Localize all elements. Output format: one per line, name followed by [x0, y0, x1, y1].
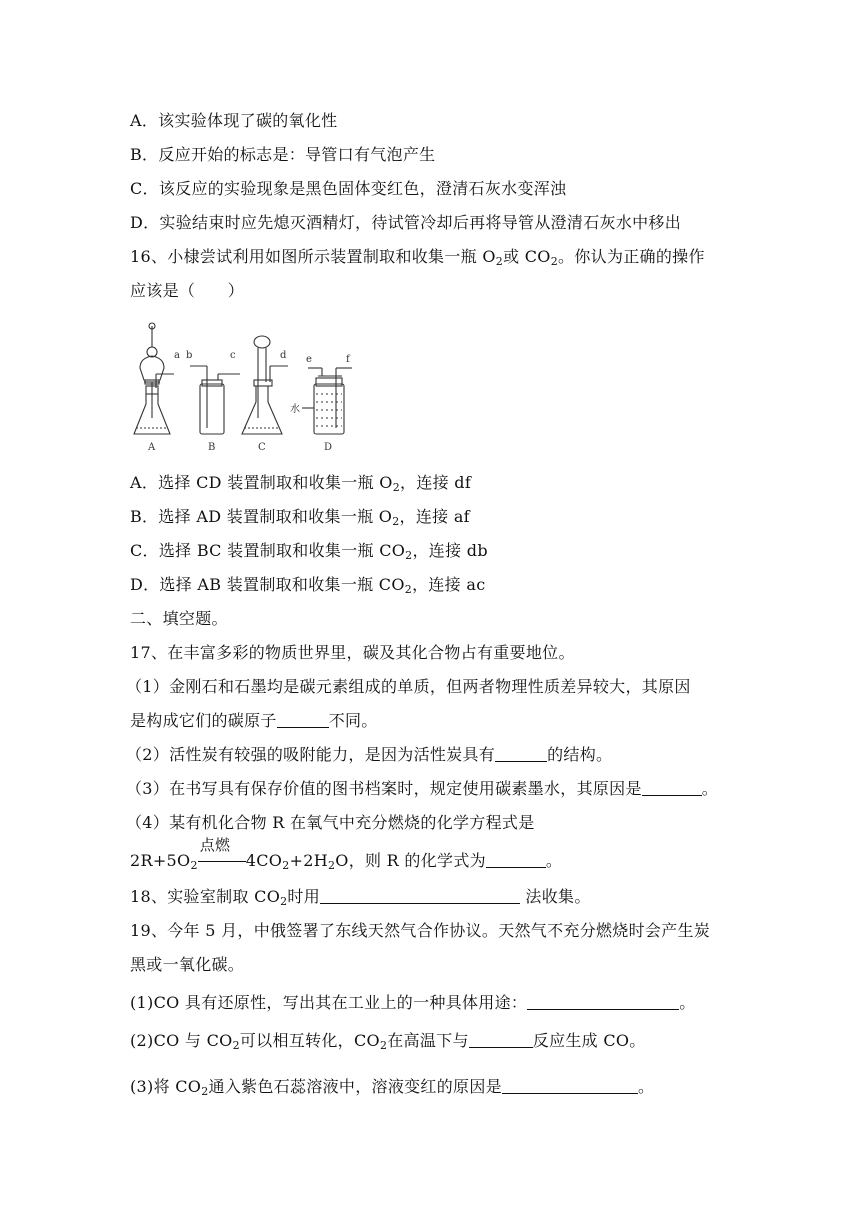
q19-part2: (2)CO 与 $CO_2$可以相互转化，$CO_2$在高温下与 反应生成 CO。 [130, 1031, 646, 1052]
apparatus-label-d: D [324, 442, 333, 453]
answer-blank[interactable] [502, 1077, 638, 1094]
q16-option-d: D．选择 AB 装置制取和收集一瓶 $CO_2$，连接 ac [130, 575, 486, 596]
q19-stem-line1: 19、今年 5 月，中俄签署了东线天然气合作协议。天然气不充分燃烧时会产生炭 [130, 921, 711, 940]
section-heading: 二、填空题。 [130, 609, 228, 628]
apparatus-label-a: A [148, 442, 156, 453]
q15-option-c: C．该反应的实验现象是黑色固体变红色，澄清石灰水变浑浊 [130, 179, 567, 198]
q17-part3: （3）在书写具有保存价值的图书档案时，规定使用碳素墨水，其原因是 。 [126, 779, 719, 798]
reaction-condition: 点燃 [198, 850, 246, 872]
water-label: 水 [290, 404, 300, 415]
apparatus-label-c: C [258, 442, 266, 453]
answer-blank[interactable] [527, 993, 679, 1010]
apparatus-figure [130, 318, 370, 458]
q16-stem-line2: 应该是（ ） [130, 281, 245, 300]
q19-stem-line2: 黑或一氧化碳。 [130, 955, 245, 974]
q16-option-b: B．选择 AD 装置制取和收集一瓶 $O_2$，连接 af [130, 507, 470, 528]
q17-part1-line1: （1）金刚石和石墨均是碳元素组成的单质，但两者物理性质差异较大，其原因 [126, 677, 691, 696]
q18: 18、实验室制取 $CO_2$时用 法收集。 [130, 887, 591, 908]
q16-stem-line1: 16、小棣尝试利用如图所示装置制取和收集一瓶 $O_2$或 $CO_2$。你认为正确的操作 [130, 247, 705, 268]
q16-option-a: A．选择 CD 装置制取和收集一瓶 $O_2$，连接 df [130, 473, 472, 494]
answer-blank[interactable] [469, 1031, 533, 1048]
q17-part1-line2: 是构成它们的碳原子 不同。 [130, 711, 378, 730]
answer-blank[interactable] [277, 711, 329, 728]
q15-option-a: A．该实验体现了碳的氧化性 [130, 111, 338, 130]
q19-part3: (3)将 $CO_2$通入紫色石蕊溶液中，溶液变红的原因是 。 [130, 1077, 655, 1098]
q17-stem: 17、在丰富多彩的物质世界里，碳及其化合物占有重要地位。 [130, 643, 575, 662]
q19-part1: (1)CO 具有还原性，写出其在工业上的一种具体用途： 。 [130, 993, 696, 1012]
tube-label-e: e [306, 354, 312, 365]
tube-label-c: c [230, 350, 236, 361]
apparatus-label-b: B [208, 442, 216, 453]
q15-option-d: D．实验结束时应先熄灭酒精灯，待试管冷却后再将导管从澄清石灰水中移出 [130, 213, 682, 232]
q17-part4-line1: （4）某有机化合物 R 在氧气中充分燃烧的化学方程式是 [126, 813, 535, 832]
tube-label-f: f [346, 354, 350, 365]
tube-label-b: b [186, 350, 193, 361]
tube-label-a: a [174, 350, 180, 361]
q16-option-c: C．选择 BC 装置制取和收集一瓶 $CO_2$，连接 db [130, 541, 488, 562]
tube-label-d: d [280, 350, 287, 361]
answer-blank[interactable] [486, 851, 546, 868]
q15-option-b: B．反应开始的标志是：导管口有气泡产生 [130, 145, 436, 164]
q17-part2: （2）活性炭有较强的吸附能力，是因为活性炭具有 的结构。 [126, 745, 613, 764]
q17-part4-equation: $2R+5O_2$ 点燃 $4CO_2+2H_2O$，则 R 的化学式为 。 [130, 836, 563, 872]
answer-blank[interactable] [495, 745, 547, 762]
answer-blank[interactable] [320, 887, 520, 904]
answer-blank[interactable] [642, 779, 702, 796]
